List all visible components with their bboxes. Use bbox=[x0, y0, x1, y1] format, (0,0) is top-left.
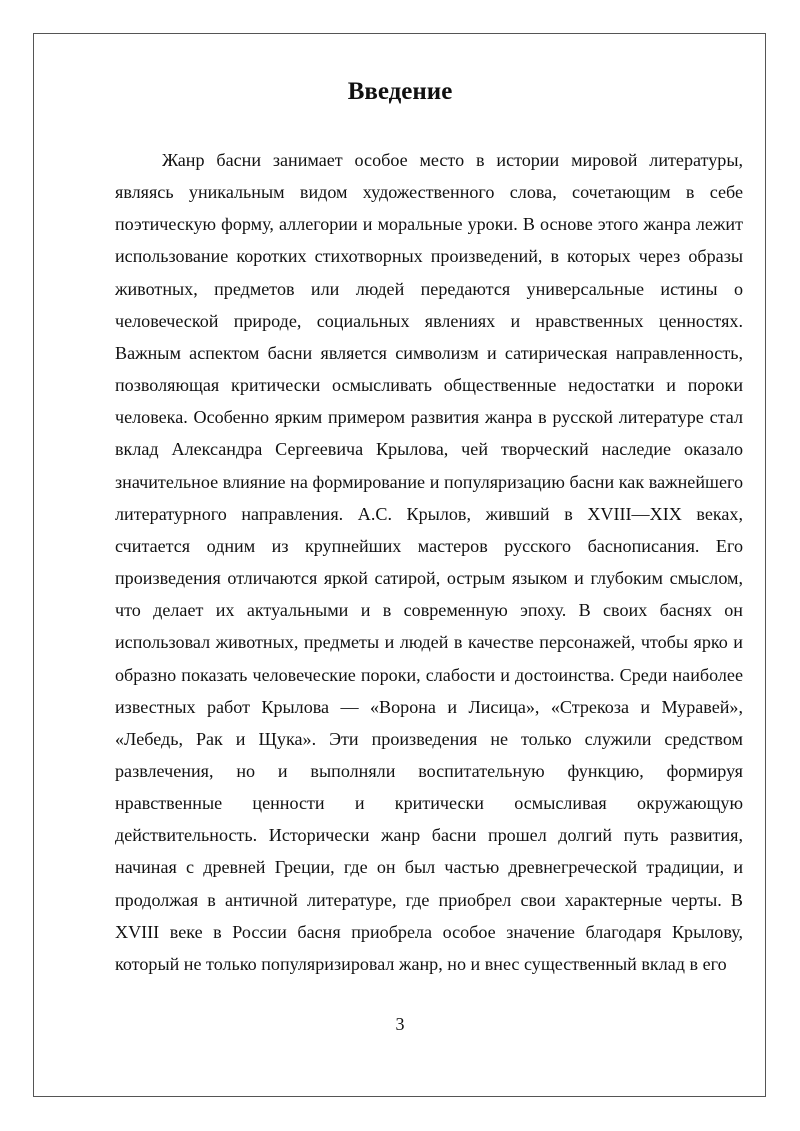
body-paragraph: Жанр басни занимает особое место в истории мировой литературы, являясь уникальным видом художественного слова, сочетающим в себе поэтическую форму, аллегории и моральные уроки. В основе этого жанра лежит использование коротких стихотворных произведений, в которых через образы животных, предметов или людей передаются универсальные истины о человеческой природе, социальных явлениях и нравственных ценностях. Важным аспектом басни является символизм и сатирическая направленность, позволяющая критически осмысливать общественные недостатки и пороки человека. Особенно ярким примером развития жанра в русской литературе стал вклад Александра Сергеевича Крылова, чей творческий наследие оказало значительное влияние на формирование и популяризацию басни как важнейшего литературного направления. А.С. Крылов, живший в XVIII—XIX веках, считается одним из крупнейших мастеров русского баснописания. Его произведения отличаются яркой сатирой, острым языком и глубоким смыслом, что делает их актуальными и в современную эпоху. В своих баснях он использовал животных, предметы и людей в качестве персонажей, чтобы ярко и образно показать человеческие пороки, слабости и достоинства. Среди наиболее известных работ Крылова — «Ворона и Лисица», «Стрекоза и Муравей», «Лебедь, Рак и Щука». Эти произведения не только служили средством развлечения, но и выполняли воспитательную функцию, формируя нравственные ценности и критически осмысливая окружающую действительность. Исторически жанр басни прошел долгий путь развития, начиная с древней Греции, где он был частью древнегреческой традиции, и продолжая в античной литературе, где приобрел свои характерные черты. В XVIII веке в России басня приобрела особое значение благодаря Крылову, который не только популяризировал жанр, но и внес существенный вклад в его bbox=[115, 150, 743, 974]
page-number: 3 bbox=[395, 1014, 405, 1034]
page-title: Введение bbox=[347, 78, 453, 105]
